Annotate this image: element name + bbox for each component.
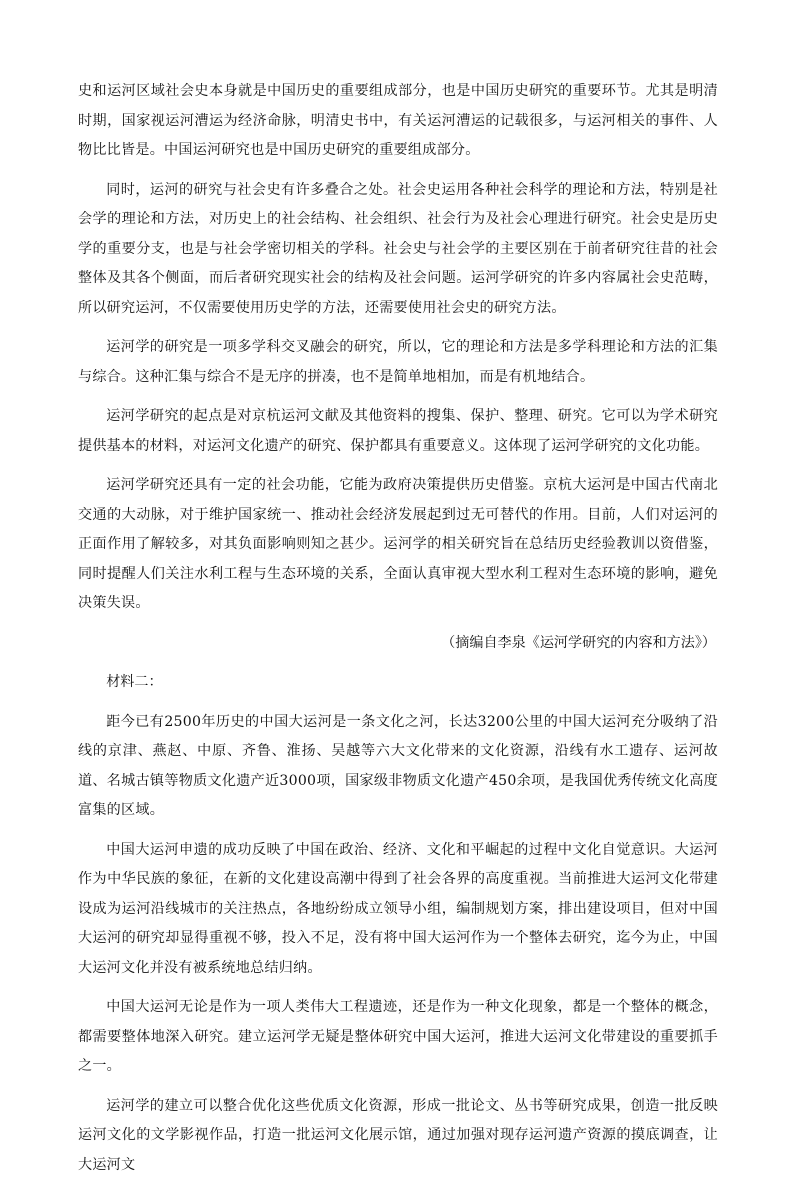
paragraph-establish-canal-studies: 运河学的建立可以整合优化这些优质文化资源，形成一批论文、丛书等研究成果，创造一批反映运河文化的文学影视作品，打造一批运河文化展示馆，通过加强对现存运河遗产资源的摸底调查，让大运河文 (78, 1097, 718, 1173)
paragraph-interdisciplinary: 运河学的研究是一项多学科交叉融会的研究，所以，它的理论和方法是多学科理论和方法的汇集与综合。这种汇集与综合不是无序的拼凑，也不是简单地相加，而是有机地结合。 (78, 339, 718, 385)
document-page (78, 77, 718, 1190)
paragraph-continued: 史和运河区域社会史本身就是中国历史的重要组成部分，也是中国历史研究的重要环节。尤其是明清时期，国家视运河漕运为经济命脉，明清史书中，有关运河漕运的记载很多，与运河相关的事件、人物比比皆是。中国运河研究也是中国历史研究的重要组成部分。 (78, 83, 718, 158)
paragraph-holistic-study: 中国大运河无论是作为一项人类伟大工程遗迹，还是作为一种文化现象，都是一个整体的概念，都需要整体地深入研究。建立运河学无疑是整体研究中国大运河，推进大运河文化带建设的重要抓手之一。 (78, 999, 718, 1074)
source-citation: （摘编自李泉《运河学研究的内容和方法》） (441, 634, 716, 651)
paragraph-heritage-success: 中国大运河申遗的成功反映了中国在政治、经济、文化和平崛起的过程中文化自觉意识。大运河作为中华民族的象征，在新的文化建设高潮中得到了社会各界的高度重视。当前推进大运河文化带建设成为运河沿线城市的关注热点，各地纷纷成立领导小组，编制规划方案，排出建设项目，但对中国大运河的研究却显得重视不够，投入不足，没有将中国大运河作为一个整体去研究，迄今为止，中国大运河文化并没有被系统地总结归纳。 (78, 841, 718, 976)
paragraph-grand-canal-culture: 距今已有2500年历史的中国大运河是一条文化之河，长达3200公里的中国大运河充分吸纳了沿线的京津、燕赵、中原、齐鲁、淮扬、吴越等六大文化带来的文化资源，沿线有水工遗存、运河故道、名城古镇等物质文化遗产近3000项，国家级非物质文化遗产450余项，是我国优秀传统文化高度富集的区域。 (78, 713, 718, 818)
paragraph-cultural-function: 运河学研究的起点是对京杭运河文献及其他资料的搜集、保护、整理、研究。它可以为学术研究提供基本的材料，对运河文化遗产的研究、保护都具有重要意义。这体现了运河学研究的文化功能。 (78, 408, 718, 454)
paragraph-social-history: 同时，运河的研究与社会史有许多叠合之处。社会史运用各种社会科学的理论和方法，特别是社会学的理论和方法，对历史上的社会结构、社会组织、社会行为及社会心理进行研究。社会史是历史学的重要分支，也是与社会学密切相关的学科。社会史与社会学的主要区别在于前者研究往昔的社会整体及其各个侧面，而后者研究现实社会的结构及社会问题。运河学研究的许多内容属社会史范畴，所以研究运河，不仅需要使用历史学的方法，还需要使用社会史的研究方法。 (78, 181, 718, 316)
paragraph-social-function: 运河学研究还具有一定的社会功能，它能为政府决策提供历史借鉴。京杭大运河是中国古代南北交通的大动脉，对于维护国家统一、推动社会经济发展起到过无可替代的作用。目前，人们对运河的正面作用了解较多，对其负面影响则知之甚少。运河学的相关研究旨在总结历史经验教训以资借鉴，同时提醒人们关注水利工程与生态环境的关系，全面认真审视大型水利工程对生态环境的影响，避免决策失误。 (78, 477, 718, 611)
material-two-label: 材料二： (106, 674, 163, 690)
